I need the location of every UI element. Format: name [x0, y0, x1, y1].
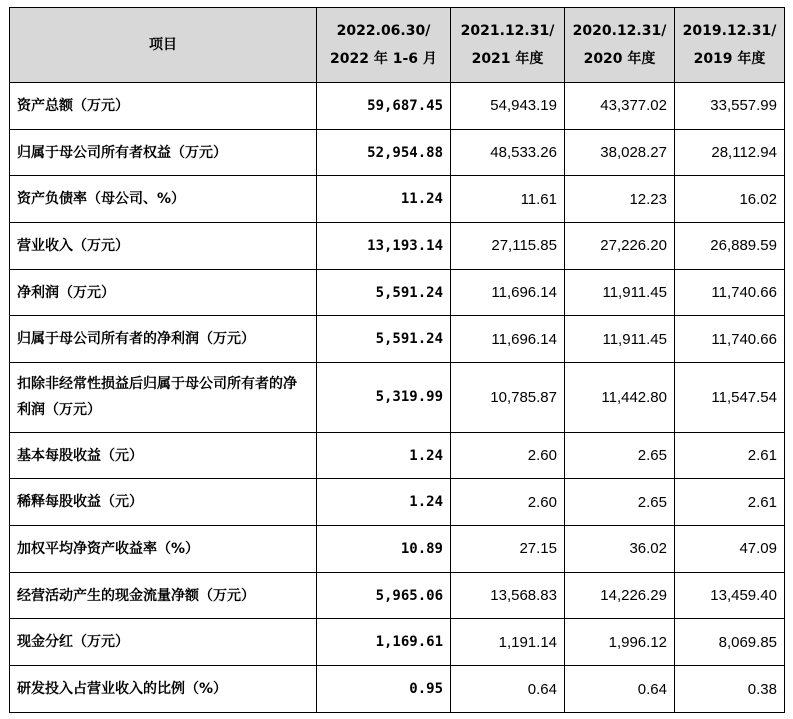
cell-2019: 8,069.85 [675, 619, 785, 666]
cell-2021: 10,785.87 [451, 363, 565, 433]
cell-2022: 1.24 [317, 479, 451, 526]
cell-2022: 1.24 [317, 432, 451, 479]
table-row [10, 526, 785, 573]
cell-2022: 5,965.06 [317, 572, 451, 619]
cell-2021: 11,696.14 [451, 269, 565, 316]
cell-2021: 48,533.26 [451, 129, 565, 176]
cell-2019: 13,459.40 [675, 572, 785, 619]
cell-2020: 43,377.02 [565, 83, 675, 130]
cell-2020: 2.65 [565, 432, 675, 479]
cell-2020: 12.23 [565, 176, 675, 223]
cell-2021: 1,191.14 [451, 619, 565, 666]
header-2019: 2019.12.31/ 2019 年度 [675, 8, 785, 83]
row-label: 净利润（万元） [10, 269, 317, 316]
cell-2022: 5,591.24 [317, 316, 451, 363]
cell-2019: 11,547.54 [675, 363, 785, 433]
cell-2021: 13,568.83 [451, 572, 565, 619]
cell-2019: 33,557.99 [675, 83, 785, 130]
cell-2019: 0.38 [675, 666, 785, 713]
row-label: 现金分红（万元） [10, 619, 317, 666]
table-row [10, 83, 785, 130]
cell-2020: 27,226.20 [565, 223, 675, 270]
header-2022: 2022.06.30/ 2022 年 1-6 月 [317, 8, 451, 83]
row-label: 资产负债率（母公司、%） [10, 176, 317, 223]
cell-2020: 11,911.45 [565, 269, 675, 316]
cell-2019: 11,740.66 [675, 316, 785, 363]
table-row [10, 316, 785, 363]
cell-2021: 54,943.19 [451, 83, 565, 130]
cell-2022: 5,319.99 [317, 363, 451, 433]
table-row [10, 572, 785, 619]
table-row [10, 479, 785, 526]
row-label: 扣除非经常性损益后归属于母公司所有者的净利润（万元） [10, 363, 317, 433]
cell-2022: 59,687.45 [317, 83, 451, 130]
table-row [10, 176, 785, 223]
row-label: 研发投入占营业收入的比例（%） [10, 666, 317, 713]
table-row [10, 619, 785, 666]
cell-2019: 2.61 [675, 432, 785, 479]
row-label: 基本每股收益（元） [10, 432, 317, 479]
table-row [10, 666, 785, 713]
cell-2021: 27.15 [451, 526, 565, 573]
table-row [10, 363, 785, 433]
cell-2021: 11.61 [451, 176, 565, 223]
row-label: 归属于母公司所有者权益（万元） [10, 129, 317, 176]
cell-2022: 5,591.24 [317, 269, 451, 316]
cell-2019: 2.61 [675, 479, 785, 526]
row-label: 加权平均净资产收益率（%） [10, 526, 317, 573]
cell-2022: 0.95 [317, 666, 451, 713]
cell-2021: 0.64 [451, 666, 565, 713]
table-row [10, 432, 785, 479]
cell-2019: 11,740.66 [675, 269, 785, 316]
cell-2020: 14,226.29 [565, 572, 675, 619]
financial-data-table [9, 7, 785, 713]
cell-2022: 52,954.88 [317, 129, 451, 176]
row-label: 营业收入（万元） [10, 223, 317, 270]
cell-2020: 11,911.45 [565, 316, 675, 363]
cell-2020: 11,442.80 [565, 363, 675, 433]
cell-2020: 38,028.27 [565, 129, 675, 176]
table-row [10, 223, 785, 270]
cell-2022: 1,169.61 [317, 619, 451, 666]
cell-2021: 2.60 [451, 479, 565, 526]
row-label: 归属于母公司所有者的净利润（万元） [10, 316, 317, 363]
cell-2022: 10.89 [317, 526, 451, 573]
header-2021: 2021.12.31/ 2021 年度 [451, 8, 565, 83]
table-row [10, 129, 785, 176]
cell-2019: 26,889.59 [675, 223, 785, 270]
table-row [10, 269, 785, 316]
cell-2019: 28,112.94 [675, 129, 785, 176]
cell-2020: 1,996.12 [565, 619, 675, 666]
cell-2021: 27,115.85 [451, 223, 565, 270]
cell-2022: 13,193.14 [317, 223, 451, 270]
row-label: 经营活动产生的现金流量净额（万元） [10, 572, 317, 619]
row-label: 稀释每股收益（元） [10, 479, 317, 526]
cell-2020: 2.65 [565, 479, 675, 526]
cell-2022: 11.24 [317, 176, 451, 223]
table-header-row [10, 8, 785, 83]
header-item: 项目 [10, 8, 317, 83]
cell-2020: 0.64 [565, 666, 675, 713]
header-2020: 2020.12.31/ 2020 年度 [565, 8, 675, 83]
cell-2021: 11,696.14 [451, 316, 565, 363]
cell-2019: 16.02 [675, 176, 785, 223]
cell-2020: 36.02 [565, 526, 675, 573]
row-label: 资产总额（万元） [10, 83, 317, 130]
cell-2021: 2.60 [451, 432, 565, 479]
cell-2019: 47.09 [675, 526, 785, 573]
